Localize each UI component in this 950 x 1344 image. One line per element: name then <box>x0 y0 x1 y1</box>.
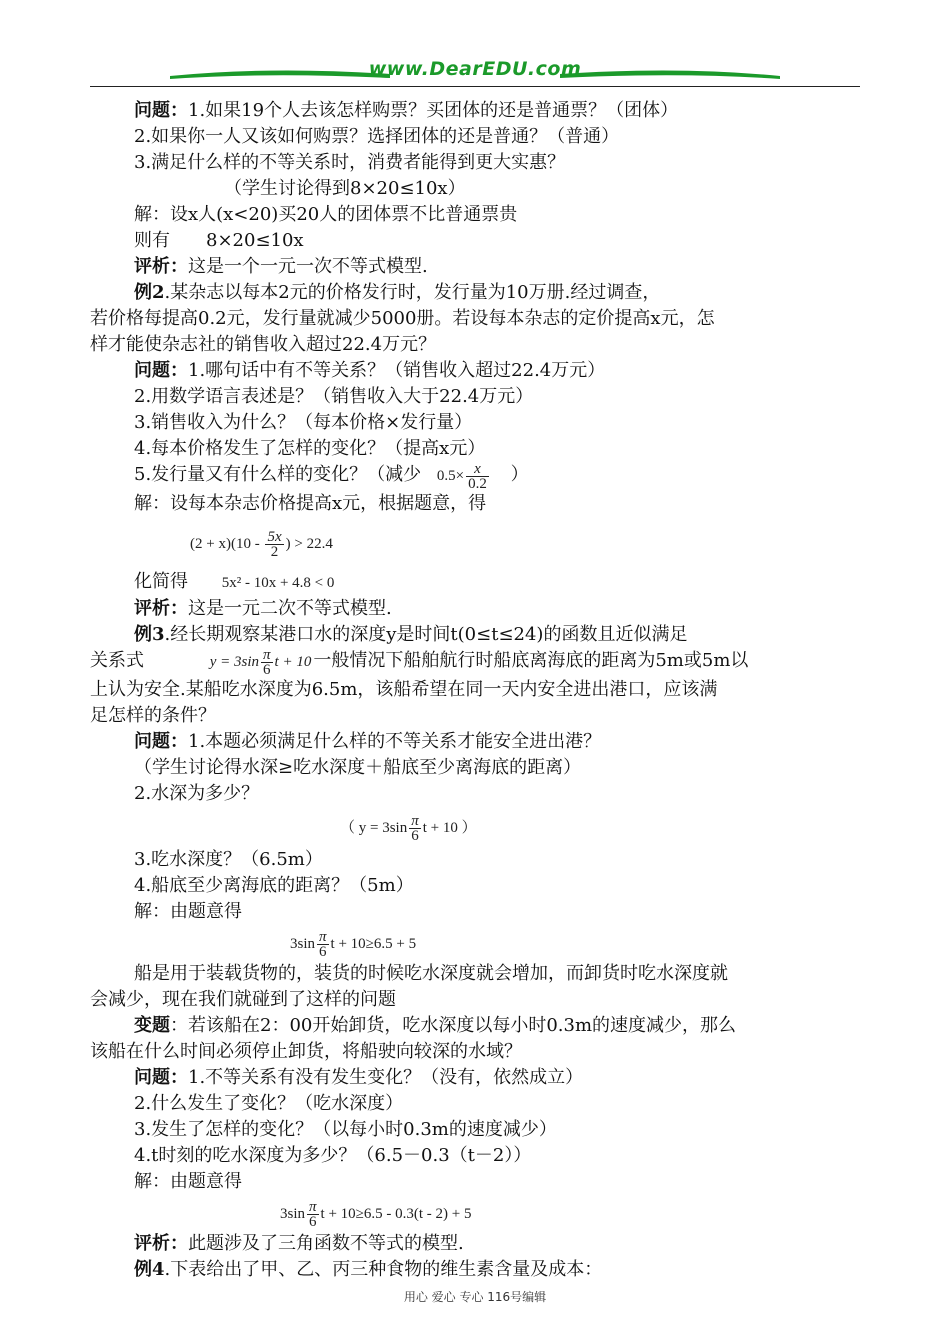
q3: 3.满足什么样的不等关系时，消费者能得到更大实惠？ <box>134 152 566 173</box>
logo-text: www.DearEDU.com <box>368 58 582 80</box>
header-rule <box>90 86 860 87</box>
inequality-1: 则有 8×20≤10x <box>134 230 304 251</box>
comment-1: 评析：这是一个一元一次不等式模型. <box>134 256 428 277</box>
formula-2: (2 + x)(10 - $\frac{5x}{2}$ ) > 22.4 <box>190 529 333 561</box>
q4-3: 3.发生了怎样的变化？（以每小时0.3m的速度减少） <box>134 1119 557 1141</box>
solution-2: 解：设每本杂志价格提高x元，根据题意，得 <box>134 493 487 515</box>
page-header <box>90 58 860 92</box>
simplify: 化简得 5x² - 10x + 4.8 < 0 <box>134 571 335 593</box>
example-3-title: 例3.经长期观察某港口水的深度y是时间t(0≤t≤24)的函数且近似满足 <box>134 624 688 646</box>
formula-3a: （ y = 3sin $\frac{\pi}{6}$ t + 10 ） <box>340 813 477 845</box>
discussion: （学生讨论得到8×20≤10x） <box>224 178 466 199</box>
q1: 问题：1.如果19个人去该怎样购票？买团体的还是普通票？（团体） <box>134 100 679 121</box>
q2-3: 3.销售收入为什么？（每本价格×发行量） <box>134 412 473 433</box>
formula-4: 3sin $\frac{\pi}{6}$ t + 10≥6.5 - 0.3(t - 2) + 5 <box>280 1199 472 1231</box>
q4-2: 2.什么发生了变化？（吃水深度） <box>134 1093 404 1115</box>
q2: 2.如果你一人又该如何购票？选择团体的还是普通？（普通） <box>134 126 620 147</box>
formula-reduction: 0.5× $\frac{x}{0.2}$ <box>436 461 487 493</box>
example-4-title: 例4.下表给出了甲、乙、丙三种食物的维生素含量及成本： <box>134 1259 603 1281</box>
example-2-title: 例2.某杂志以每本2元的价格发行时，发行量为10万册.经过调查， <box>134 282 661 303</box>
comment-3: 评析：此题涉及了三角函数不等式的模型. <box>134 1233 464 1255</box>
para-1: 船是用于装载货物的，装货的时候吃水深度就会增加，而卸货时吃水深度就 <box>134 963 728 985</box>
example-3-line2: 关系式 y = 3sin $\frac{\pi}{6}$ t + 10 一般情况下船舶航行时船底离海底的距离为5m或5m以 <box>90 647 749 679</box>
q2-4: 4.每本价格发生了怎样的变化？（提高x元） <box>134 438 486 459</box>
para-2: 会减少，现在我们就碰到了这样的问题 <box>90 989 396 1011</box>
q3-1: 问题：1.本题必须满足什么样的不等关系才能安全进出港？ <box>134 731 602 753</box>
q4-4: 4.t时刻的吃水深度为多少？（6.5－0.3（t－2）） <box>134 1145 532 1167</box>
q3-4: 4.船底至少离海底的距离？（5m） <box>134 875 414 897</box>
example-2-line3: 样才能使杂志社的销售收入超过22.4万元？ <box>90 334 437 355</box>
q2-5: 5.发行量又有什么样的变化？（减少 0.5× $\frac{x}{0.2}$ ） <box>134 461 529 493</box>
comment-2: 评析：这是一元二次不等式模型. <box>134 598 392 620</box>
solution-4: 解：由题意得 <box>134 1171 242 1193</box>
q2-1: 问题：1.哪句话中有不等关系？（销售收入超过22.4万元） <box>134 360 606 381</box>
solution-1: 解：设x人(x<20)买20人的团体票不比普通票贵 <box>134 204 518 225</box>
q3-3: 3.吃水深度？（6.5m） <box>134 849 323 871</box>
formula-depth: y = 3sin $\frac{\pi}{6}$ t + 10 <box>209 647 312 679</box>
q2-2: 2.用数学语言表述是？（销售收入大于22.4万元） <box>134 386 534 407</box>
example-3-line4: 足怎样的条件？ <box>90 705 216 727</box>
page-footer: 用心 爱心 专心 116号编辑 <box>403 1290 547 1304</box>
q3-2: 2.水深为多少？ <box>134 783 260 805</box>
example-3-line3: 上认为安全.某船吃水深度为6.5m，该船希望在同一天内安全进出港口，应该满 <box>90 679 718 701</box>
label: 问题： <box>134 100 188 121</box>
example-2-line2: 若价格每提高0.2元，发行量就减少5000册。若设每本杂志的定价提高x元，怎 <box>90 308 715 329</box>
formula-3b: 3sin $\frac{\pi}{6}$ t + 10≥6.5 + 5 <box>290 929 417 961</box>
q4-1: 问题：1.不等关系有没有发生变化？（没有，依然成立） <box>134 1067 584 1089</box>
q3-discussion: （学生讨论得水深≥吃水深度＋船底至少离海底的距离） <box>134 757 582 779</box>
variant-title: 变题：若该船在2：00开始卸货，吃水深度以每小时0.3m的速度减少，那么 <box>134 1015 737 1037</box>
solution-3: 解：由题意得 <box>134 901 242 923</box>
formula-simplified: 5x² - 10x + 4.8 < 0 <box>221 575 335 592</box>
variant-line2: 该船在什么时间必须停止卸货，将船驶向较深的水域？ <box>90 1041 522 1063</box>
document-body <box>90 98 860 1283</box>
